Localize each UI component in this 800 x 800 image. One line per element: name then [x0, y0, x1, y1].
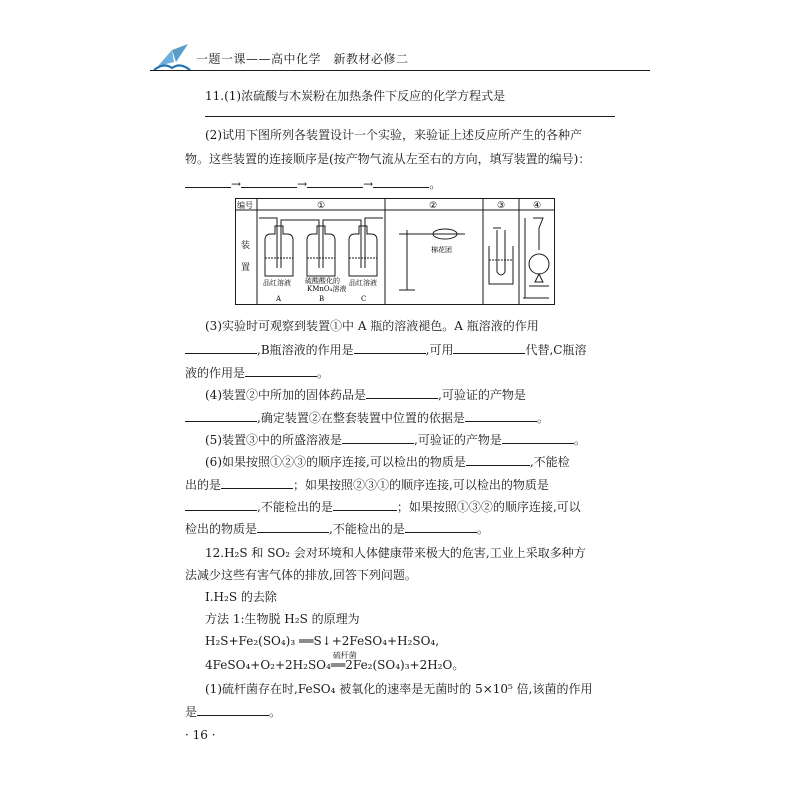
- cotton-label: 棉花团: [431, 246, 452, 254]
- page-number: · 16 ·: [185, 728, 216, 742]
- q11-part3-line2: ,B瓶溶液的作用是 ,可用 代替,C瓶溶: [185, 341, 615, 358]
- answer-blank[interactable]: [366, 386, 438, 399]
- answer-line: [205, 116, 615, 117]
- header-device: 装: [241, 241, 251, 251]
- q12-part1-line1: (1)硫杆菌存在时,FeSO₄ 被氧化的速率是无菌时的 5×10⁵ 倍,该菌的作用: [205, 682, 593, 696]
- answer-blank[interactable]: [405, 520, 477, 533]
- answer-blank[interactable]: [241, 175, 297, 188]
- q12-section-1: Ⅰ.H₂S 的去除: [205, 590, 277, 604]
- q12-line1: 12.H₂S 和 SO₂ 会对环境和人体健康带来极大的危害,工业上采取多种方: [205, 546, 586, 560]
- col-4: ④: [533, 201, 542, 211]
- bottle-a-label: 品红溶液: [263, 279, 291, 287]
- q12-line2: 法减少这些有害气体的排放,回答下列问题。: [185, 568, 417, 582]
- answer-blank[interactable]: [197, 703, 269, 716]
- answer-blank[interactable]: [185, 409, 257, 422]
- book-logo-icon: [150, 40, 194, 74]
- bottle-letter: B: [319, 295, 325, 303]
- header-device: 置: [241, 263, 251, 273]
- q11-part2-line1: (2)试用下图所列各装置设计一个实验，来验证上述反应所产生的各种产: [205, 128, 583, 142]
- answer-blank[interactable]: [342, 431, 414, 444]
- col-1: ①: [317, 201, 326, 211]
- bottle-b-label: KMnO₄溶液: [307, 285, 347, 293]
- bottle-letter: C: [361, 295, 367, 303]
- answer-blank[interactable]: [502, 431, 574, 444]
- equation-1: H₂S+Fe₂(SO₄)₃ ══S↓+2FeSO₄+H₂SO₄,: [205, 634, 440, 648]
- answer-blank[interactable]: [453, 341, 525, 354]
- answer-blank[interactable]: [221, 476, 293, 489]
- answer-blank[interactable]: [333, 498, 397, 511]
- page-header: [150, 40, 650, 76]
- q11-part6-line2: 出的是 ；如果按照②③①的顺序连接,可以检出的物质是: [185, 478, 549, 492]
- header-rule: [150, 70, 650, 71]
- answer-blank[interactable]: [185, 175, 231, 188]
- bottle-b-label: 硫酸酸化的: [305, 277, 340, 285]
- q11-part4-line2: ,确定装置②在整套装置中位置的依据是 。: [185, 409, 615, 426]
- answer-blank[interactable]: [307, 175, 363, 188]
- gas-bottles-icon: [259, 218, 383, 276]
- q11-part4-line1: (4)装置②中所加的固体药品是 ,可验证的产物是: [205, 388, 526, 402]
- answer-blank[interactable]: [245, 364, 317, 377]
- answer-blank[interactable]: [466, 453, 530, 466]
- header-number: 编号: [237, 201, 253, 210]
- bottle-c-label: 品红溶液: [349, 279, 377, 287]
- col-2: ②: [429, 201, 438, 211]
- q12-part1-line2: 是 。: [185, 705, 282, 719]
- bottle-letter: A: [276, 295, 282, 303]
- q11-part6-line3: ,不能检出的是 ；如果按照①③②的顺序连接,可以: [185, 498, 615, 515]
- q11-part6-line4: 检出的物质是 ,不能检出的是 。: [185, 522, 489, 536]
- answer-blank[interactable]: [465, 409, 537, 422]
- q11-part6-line1: (6)如果按照①②③的顺序连接,可以检出的物质是 ,不能检: [205, 455, 570, 469]
- q12-method-1: 方法 1:生物脱 H₂S 的原理为: [205, 612, 360, 626]
- answer-blank[interactable]: [354, 341, 426, 354]
- q11-part5: (5)装置③中的所盛溶液是 ,可验证的产物是 。: [205, 433, 586, 447]
- header-title: 一题一课——高中化学 新教材必修二: [196, 52, 409, 66]
- q11-part3-line1: (3)实验时可观察到装置①中 A 瓶的溶液褪色。A 瓶溶液的作用: [205, 319, 539, 333]
- col-3: ③: [497, 201, 506, 211]
- q11-part3-line3: 液的作用是 。: [185, 366, 330, 380]
- catalyst-arrow: 硫杆菌 ══: [330, 651, 357, 672]
- q11-part2-line3: → → → 。: [185, 175, 615, 192]
- equation-2: 4FeSO₄+O₂+2H₂SO₄ 硫杆菌 ══2Fe₂(SO₄)₃+2H₂O。: [205, 651, 465, 672]
- answer-blank[interactable]: [185, 498, 257, 511]
- apparatus-table: [235, 198, 555, 305]
- q11-part1: 11.(1)浓硫酸与木炭粉在加热条件下反应的化学方程式是: [205, 89, 506, 103]
- answer-blank[interactable]: [373, 175, 429, 188]
- beaker-icon: [489, 228, 513, 284]
- q11-part2-line2: 物。这些装置的连接顺序是(按产物气流从左至右的方向，填写装置的编号)：: [185, 152, 591, 166]
- answer-blank[interactable]: [185, 341, 257, 354]
- flask-apparatus-icon: [523, 218, 549, 298]
- answer-blank[interactable]: [257, 520, 329, 533]
- drying-tube-icon: [399, 229, 465, 290]
